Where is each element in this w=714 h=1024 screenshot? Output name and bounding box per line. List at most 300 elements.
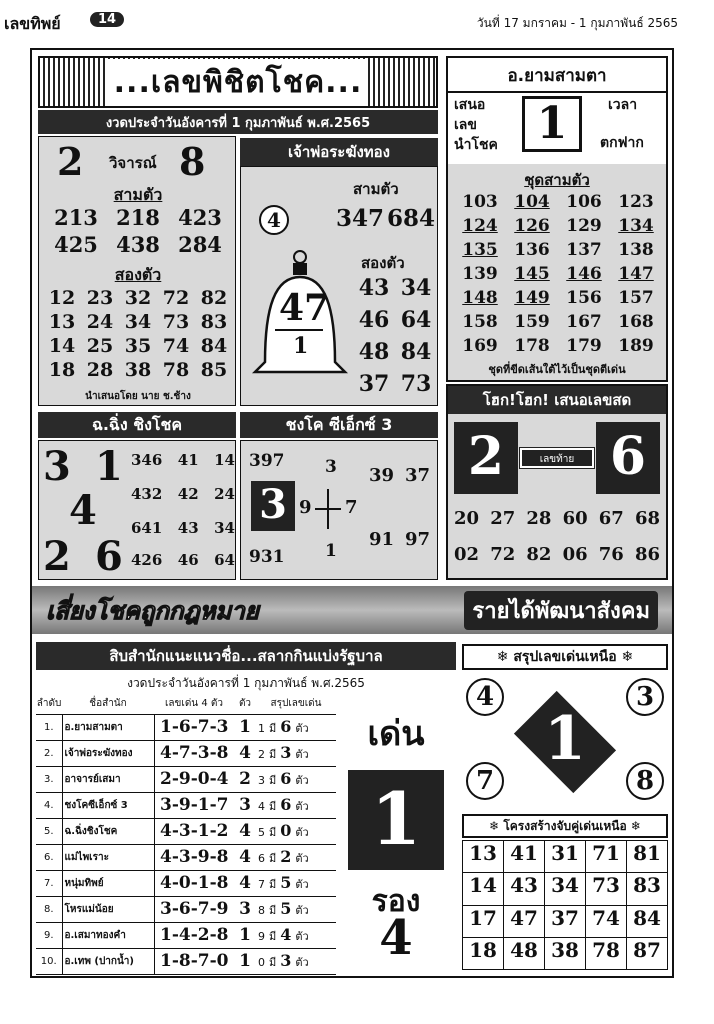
- table-header: เลขเด่น 4 ตัว: [165, 698, 223, 710]
- table-header: ลำดับ: [36, 698, 62, 710]
- slogan-left: เสี่ยงโชคถูกกฎหมาย: [46, 596, 259, 625]
- yam-set-highlight: 124: [462, 216, 498, 236]
- ching-title: ฉ.ฉิ่ง ชิงโชค: [91, 414, 183, 434]
- summary-part: 6: [280, 769, 292, 788]
- summary-cell: [256, 844, 336, 870]
- pair-number: 83: [627, 873, 668, 905]
- summary-part: 6: [280, 717, 292, 736]
- yam-set-title: ชุดสามตัว: [524, 171, 590, 189]
- ranking-table: [36, 694, 336, 975]
- pair-number: 74: [586, 906, 627, 938]
- summary-part: มี: [269, 748, 277, 761]
- two-digit-number: 34: [124, 311, 152, 333]
- hot-right: 6: [609, 426, 647, 487]
- yam-set: 136: [514, 240, 550, 260]
- bell-two-number: 48: [358, 339, 390, 365]
- two-digit-number: 25: [86, 335, 114, 357]
- pair-title: โครงสร้างจับคู่เด่นเหนือ: [503, 818, 627, 833]
- summary-part: 4: [280, 925, 292, 944]
- slogan-right: รายได้พัฒนาสังคม: [464, 591, 658, 630]
- yam-label-right-1: เวลา: [608, 97, 638, 113]
- yam-set: 156: [566, 288, 602, 308]
- three-digit-label: สามตัว: [113, 185, 163, 204]
- table-row: [36, 818, 336, 844]
- den-box: [348, 770, 444, 870]
- two-digit-number: 82: [200, 287, 228, 309]
- table-cell: 7.: [43, 877, 54, 889]
- three-digit-grid: [45, 205, 231, 257]
- yam-label-right-2: ตกฟาก: [600, 135, 644, 151]
- pair-number: 73: [586, 873, 627, 905]
- shongko-title: ชงโค ซีเอ็กซ์ 3: [285, 414, 393, 434]
- summary-part: มี: [269, 956, 277, 969]
- table-cell: โหรแม่น้อย: [62, 896, 154, 922]
- yam-set: 103: [462, 192, 498, 212]
- three-digit-number: 423: [178, 205, 222, 230]
- corner-circle-br: [626, 762, 664, 800]
- warani-right: 8: [179, 139, 206, 184]
- yam-set: 138: [618, 240, 654, 260]
- pair-number: 14: [463, 873, 504, 905]
- yam-label-1: เสนอ: [454, 97, 486, 113]
- two-digit-number: 78: [162, 359, 190, 381]
- table-row: [36, 896, 336, 922]
- pair-number: 31: [545, 841, 586, 873]
- shongko-n2: 3: [325, 457, 337, 477]
- summary-title: สรุปเลขเด่นเหนือ: [513, 649, 617, 665]
- table-cell: 1-6-7-3: [160, 717, 229, 737]
- three-digit-number: 218: [116, 205, 160, 230]
- warani-left: 2: [57, 139, 84, 184]
- summary-part: ตัว: [295, 800, 309, 813]
- diamond-center: 1: [544, 704, 586, 774]
- hot-mid-label: [520, 448, 594, 468]
- shongko-n5: 9: [299, 497, 312, 518]
- ching-title-bar: [38, 412, 236, 438]
- summary-part: 0: [280, 821, 292, 840]
- yam-set-highlight: 146: [566, 264, 602, 284]
- two-digit-number: 13: [48, 311, 76, 333]
- summary-cell: [256, 792, 336, 818]
- bell-two-number: 46: [358, 307, 390, 333]
- bell-title: เจ้าพ่อระฆังทอง: [287, 143, 391, 161]
- yam-set: 137: [566, 240, 602, 260]
- yam-set: 179: [566, 336, 602, 356]
- summary-cell: [256, 714, 336, 740]
- pair-number: 18: [463, 938, 504, 970]
- hot-number: 06: [562, 544, 588, 565]
- two-digit-number: 83: [200, 311, 228, 333]
- table-cell: 1-8-7-0: [160, 951, 229, 971]
- issue-date: วันที่ 17 มกราคม - 1 กุมภาพันธ์ 2565: [476, 16, 678, 30]
- summary-part: ตัว: [295, 904, 309, 917]
- magazine-name: เลขทิพย์: [4, 14, 61, 33]
- sparkle-icon: ❄: [626, 819, 641, 833]
- hot-number: 82: [526, 544, 552, 565]
- bell-key-digit: 4: [267, 208, 281, 232]
- summary-cell: [256, 922, 336, 948]
- yam-set-highlight: 104: [514, 192, 550, 212]
- hot-right-box: [596, 422, 660, 494]
- ching-number: 432: [131, 485, 163, 503]
- yam-set-highlight: 126: [514, 216, 550, 236]
- shongko-n1: 397: [249, 451, 285, 471]
- ranking-table-wrap: [36, 694, 336, 975]
- table-cell: 3: [239, 795, 251, 815]
- two-digit-label: สองตัว: [114, 265, 162, 284]
- table-row: [36, 870, 336, 896]
- yam-panel: [446, 56, 668, 382]
- den-number: 1: [370, 776, 422, 861]
- bell-key-number: [259, 205, 289, 235]
- summary-part: มี: [269, 722, 277, 735]
- two-digit-grid: [43, 287, 233, 381]
- den-label: เด่น: [367, 714, 425, 754]
- hot-title-bar: [448, 386, 666, 414]
- two-digit-number: 85: [200, 359, 228, 381]
- pair-number: 37: [545, 906, 586, 938]
- bell-divider: [275, 329, 323, 331]
- table-title-bar: [36, 642, 456, 670]
- yam-title: อ.ยามสามตา: [448, 62, 666, 93]
- summary-part: 1: [258, 722, 265, 735]
- yam-set: 129: [566, 216, 602, 236]
- pair-number: 87: [627, 938, 668, 970]
- table-row: [36, 948, 336, 974]
- three-digit-number: 213: [54, 205, 98, 230]
- bell-two-number: 84: [400, 339, 432, 365]
- table-cell: อาจารย์เสมา: [62, 766, 154, 792]
- table-cell: เจ้าพ่อระฆังทอง: [62, 740, 154, 766]
- corner-circle-bl: [466, 762, 504, 800]
- table-cell: 4-3-1-2: [160, 821, 229, 841]
- hot-number: 72: [490, 544, 516, 565]
- bell-two-number: 34: [400, 275, 432, 301]
- main-numbers-panel: [38, 136, 236, 406]
- ching-digit-4: 2: [43, 533, 71, 580]
- pair-number: 17: [463, 906, 504, 938]
- summary-part: 9: [258, 930, 265, 943]
- ching-number: 14: [214, 451, 235, 469]
- summary-part: 0: [258, 956, 265, 969]
- two-digit-number: 74: [162, 335, 190, 357]
- summary-part: 3: [280, 951, 292, 970]
- table-cell: 3.: [43, 773, 54, 785]
- summary-title-box: [462, 644, 668, 670]
- hot-panel: [446, 384, 668, 580]
- pair-number: 41: [504, 841, 545, 873]
- ching-number: 346: [131, 451, 163, 469]
- yam-set: 158: [462, 312, 498, 332]
- shongko-n7: 931: [249, 547, 285, 567]
- yam-set: 159: [514, 312, 550, 332]
- table-cell: 4: [239, 873, 251, 893]
- two-digit-number: 14: [48, 335, 76, 357]
- shongko-big-box: [251, 481, 295, 531]
- two-digit-number: 23: [86, 287, 114, 309]
- corner-circle-tl: [466, 678, 504, 716]
- summary-part: 2: [258, 748, 265, 761]
- summary-part: 5: [280, 873, 292, 892]
- table-cell: 6.: [43, 851, 54, 863]
- hot-number: 60: [562, 508, 588, 529]
- rong-label: รอง: [371, 884, 421, 919]
- yam-set: 178: [514, 336, 550, 356]
- summary-part: 8: [258, 904, 265, 917]
- ching-number: 42: [177, 485, 199, 503]
- yam-set-highlight: 145: [514, 264, 550, 284]
- two-digit-number: 35: [124, 335, 152, 357]
- ching-number: 43: [177, 519, 199, 537]
- table-cell: 10.: [40, 955, 57, 967]
- page-number: 14: [90, 12, 124, 27]
- hot-number: 28: [526, 508, 552, 529]
- pair-number: 34: [545, 873, 586, 905]
- yam-sets-area: [448, 164, 666, 380]
- summary-part: 4: [258, 800, 265, 813]
- two-digit-number: 18: [48, 359, 76, 381]
- shongko-n9: 91: [369, 529, 395, 550]
- ching-digit-5: 6: [95, 533, 123, 580]
- table-row: [36, 922, 336, 948]
- shongko-big: 3: [259, 481, 287, 528]
- ching-number: 426: [131, 551, 163, 569]
- yam-set-highlight: 148: [462, 288, 498, 308]
- table-row: [36, 740, 336, 766]
- two-digit-number: 32: [124, 287, 152, 309]
- magazine-header: [0, 10, 714, 38]
- summary-part: ตัว: [295, 852, 309, 865]
- bell-two-number: 37: [358, 371, 390, 397]
- table-cell: 2.: [43, 747, 54, 759]
- pair-number: 43: [504, 873, 545, 905]
- draw-date-bar: [38, 110, 438, 134]
- summary-part: ตัว: [295, 930, 309, 943]
- bell-two-grid: [353, 275, 437, 397]
- three-digit-number: 284: [178, 232, 222, 257]
- shongko-n10: 97: [405, 529, 431, 550]
- table-cell: 4.: [43, 799, 54, 811]
- summary-part: ตัว: [295, 878, 309, 891]
- table-cell: หนุ่มทิพย์: [62, 870, 154, 896]
- table-cell: 2-9-0-4: [160, 769, 229, 789]
- three-digit-number: 425: [54, 232, 98, 257]
- shongko-n4: 37: [405, 465, 431, 486]
- shongko-panel: [240, 440, 438, 580]
- yam-set-highlight: 134: [618, 216, 654, 236]
- table-row: [36, 792, 336, 818]
- table-cell: 8.: [43, 903, 54, 915]
- yam-set-highlight: 147: [618, 264, 654, 284]
- sparkle-icon: ❄: [489, 819, 504, 833]
- shongko-n3: 39: [369, 465, 395, 486]
- bell-two-number: 43: [358, 275, 390, 301]
- table-cell: 1-4-2-8: [160, 925, 229, 945]
- pair-number: 81: [627, 841, 668, 873]
- yam-set: 189: [618, 336, 654, 356]
- hot-number: 76: [598, 544, 624, 565]
- summary-part: 5: [258, 826, 265, 839]
- summary-part: ตัว: [295, 748, 309, 761]
- ching-number: 34: [214, 519, 235, 537]
- yam-set: 139: [462, 264, 498, 284]
- ching-number: 641: [131, 519, 163, 537]
- summary-part: 2: [280, 847, 292, 866]
- table-cell: ฉ.ฉิ่งชิงโชค: [62, 818, 154, 844]
- shongko-n8: 1: [325, 541, 337, 561]
- yam-number-box: [522, 96, 582, 152]
- shongko-n6: 7: [345, 497, 358, 518]
- table-cell: 4: [239, 743, 251, 763]
- summary-cell: [256, 818, 336, 844]
- hot-number: 68: [634, 508, 660, 529]
- summary-part: ตัว: [295, 722, 309, 735]
- hot-mid: เลขท้าย: [539, 454, 575, 465]
- table-cell: 1.: [43, 721, 54, 733]
- table-cell: อ.เสมาทองคำ: [62, 922, 154, 948]
- table-cell: อ.ยามสามตา: [62, 714, 154, 740]
- ching-number: 41: [177, 451, 199, 469]
- summary-cell: [256, 740, 336, 766]
- hot-title: โฮก!โฮก! เสนอเลขสด: [482, 391, 632, 409]
- table-header: ชื่อสำนัก: [89, 698, 127, 710]
- hot-row-2: [454, 544, 660, 565]
- hot-left-box: [454, 422, 518, 494]
- summary-cell: [256, 766, 336, 792]
- table-header: ตัว: [238, 698, 252, 710]
- table-cell: 1: [239, 951, 251, 971]
- corner-digit: 8: [635, 766, 655, 796]
- table-cell: 1: [239, 925, 251, 945]
- hot-row-1: [454, 508, 660, 529]
- yam-set: 157: [618, 288, 654, 308]
- corner-circle-tr: [626, 678, 664, 716]
- two-digit-number: 84: [200, 335, 228, 357]
- pair-number: 13: [463, 841, 504, 873]
- ching-panel: [38, 440, 236, 580]
- main-title: ...เลขพิชิตโชค...: [108, 59, 369, 106]
- yam-set: 167: [566, 312, 602, 332]
- yam-set-highlight: 135: [462, 240, 498, 260]
- ching-digit-2: 1: [95, 443, 123, 490]
- summary-part: มี: [269, 852, 277, 865]
- corner-digit: 4: [475, 682, 495, 712]
- table-title: สิบสำนักแนะแนวชื่อ...สลากกินแบ่งรัฐบาล: [109, 647, 383, 665]
- two-digit-number: 12: [48, 287, 76, 309]
- two-digit-number: 24: [86, 311, 114, 333]
- yam-set: 168: [618, 312, 654, 332]
- table-cell: 4: [239, 847, 251, 867]
- ching-number: 64: [214, 551, 235, 569]
- table-cell: 5.: [43, 825, 54, 837]
- summary-part: มี: [269, 878, 277, 891]
- pair-number: 78: [586, 938, 627, 970]
- table-cell: 3: [239, 899, 251, 919]
- corner-digit: 7: [475, 766, 495, 796]
- bell-bottom-number: 1: [293, 333, 309, 359]
- hot-number: 27: [490, 508, 516, 529]
- ching-row-4: [131, 551, 235, 569]
- sparkle-icon: ❄: [616, 649, 634, 665]
- two-digit-number: 28: [86, 359, 114, 381]
- two-digit-number: 38: [124, 359, 152, 381]
- summary-cell: [256, 948, 336, 974]
- slogan-banner: [32, 586, 672, 634]
- table-cell: 1: [239, 717, 251, 737]
- summary-part: มี: [269, 826, 277, 839]
- bell-two-number: 73: [400, 371, 432, 397]
- den-panel: [336, 696, 456, 970]
- summary-part: 3: [258, 774, 265, 787]
- ching-number: 46: [177, 551, 199, 569]
- summary-part: 5: [280, 899, 292, 918]
- summary-cell: [256, 870, 336, 896]
- yam-note: ชุดที่ขีดเส้นใต้ไว้เป็นชุดตีเด่น: [488, 363, 626, 376]
- draw-date: งวดประจำวันอังคารที่ 1 กุมภาพันธ์ พ.ศ.2565: [105, 115, 371, 131]
- table-header: สรุปเลขเด่น: [270, 698, 322, 710]
- summary-part: 3: [280, 743, 292, 762]
- table-date: งวดประจำวันอังคารที่ 1 กุมภาพันธ์ พ.ศ.2565: [127, 676, 365, 690]
- table-cell: 4-0-1-8: [160, 873, 229, 893]
- presenter-credit: นำเสนอโดย นาย ช.ช้าง: [85, 391, 191, 402]
- pair-title-box: [462, 814, 668, 838]
- table-cell: 2: [239, 769, 251, 789]
- cross-icon: [315, 489, 341, 529]
- ching-row-1: [131, 451, 235, 469]
- yam-set-highlight: 149: [514, 288, 550, 308]
- summary-diamond-area: [462, 674, 668, 810]
- hot-number: 20: [454, 508, 480, 529]
- summary-part: มี: [269, 930, 277, 943]
- summary-part: มี: [269, 800, 277, 813]
- bell-three-1: 347: [336, 205, 385, 232]
- pair-number: 71: [586, 841, 627, 873]
- table-cell: 4: [239, 821, 251, 841]
- summary-part: ตัว: [295, 826, 309, 839]
- bell-title-bar: [240, 138, 438, 166]
- pair-number: 84: [627, 906, 668, 938]
- ching-row-2: [131, 485, 235, 503]
- bell-two-number: 64: [400, 307, 432, 333]
- table-cell: แม่ไพเราะ: [62, 844, 154, 870]
- yam-set-grid: [454, 192, 662, 356]
- two-digit-number: 72: [162, 287, 190, 309]
- summary-part: 6: [280, 795, 292, 814]
- corner-digit: 3: [635, 682, 655, 712]
- table-cell: 3-9-1-7: [160, 795, 229, 815]
- yam-label-3: นำโชค: [454, 137, 498, 153]
- sparkle-icon: ❄: [496, 649, 514, 665]
- main-title-box: [38, 56, 438, 108]
- warani-label: วิจารณ์: [109, 154, 157, 172]
- hot-number: 67: [598, 508, 624, 529]
- bell-panel: [240, 166, 438, 406]
- table-cell: 3-6-7-9: [160, 899, 229, 919]
- summary-cell: [256, 896, 336, 922]
- yam-label-2: เลข: [454, 117, 477, 133]
- pair-number: 48: [504, 938, 545, 970]
- shongko-title-bar: [240, 412, 438, 438]
- bell-three-2: 684: [387, 205, 436, 232]
- pair-number: 38: [545, 938, 586, 970]
- hot-body: [448, 414, 666, 578]
- summary-part: ตัว: [295, 774, 309, 787]
- ching-digit-1: 3: [43, 443, 71, 490]
- yam-set: 123: [618, 192, 654, 212]
- summary-part: ตัว: [295, 956, 309, 969]
- hot-left: 2: [467, 426, 505, 487]
- table-cell: ชงโคซีเอ็กซ์ 3: [62, 792, 154, 818]
